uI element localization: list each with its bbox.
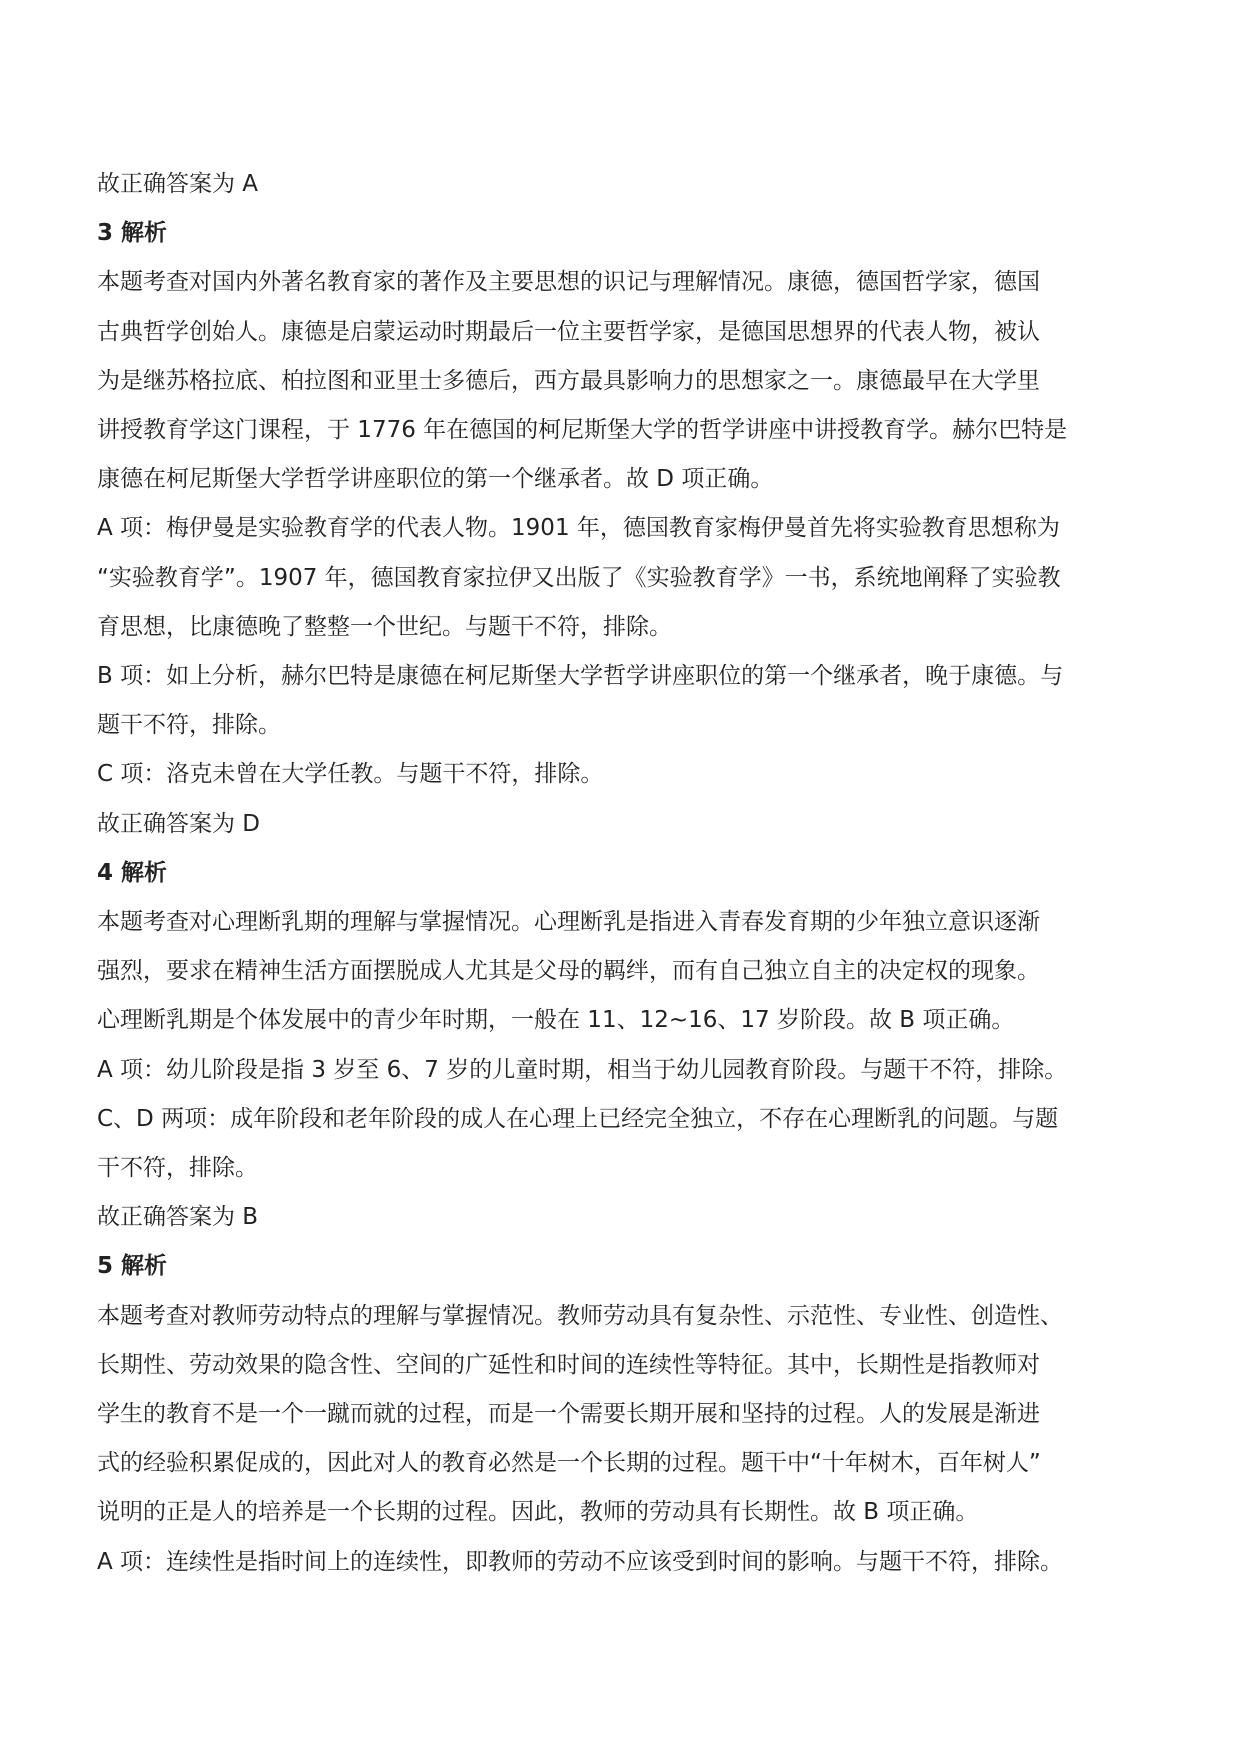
option-analysis-line: 育思想，比康德晚了整整一个世纪。与题干不符，排除。	[97, 613, 672, 640]
paragraph-line: 本题考查对国内外著名教育家的著作及主要思想的识记与理解情况。康德，德国哲学家，德国	[97, 269, 1040, 296]
option-analysis-line: A 项：幼儿阶段是指 3 岁至 6、7 岁的儿童时期，相当于幼儿园教育阶段。与题干不符，排除。	[97, 1056, 1068, 1083]
answer-line: 故正确答案为 A	[97, 171, 259, 197]
answer-line: 故正确答案为 D	[97, 810, 261, 837]
paragraph-line: 说明的正是人的培养是一个长期的过程。因此，教师的劳动具有长期性。故 B 项正确。	[97, 1499, 979, 1526]
option-analysis-line: “实验教育学”。1907 年，德国教育家拉伊又出版了《实验教育学》一书，系统地阐释了实验教	[97, 564, 1061, 591]
paragraph-line: 强烈，要求在精神生活方面摆脱成人尤其是父母的羁绊，而有自己独立自主的决定权的现象。	[97, 958, 1040, 985]
option-analysis-line: 题干不符，排除。	[97, 712, 281, 739]
option-analysis-line: B 项：如上分析，赫尔巴特是康德在柯尼斯堡大学哲学讲座职位的第一个继承者，晚于康德。与	[97, 663, 1064, 690]
paragraph-line: 心理断乳期是个体发展中的青少年时期，一般在 11、12~16、17 岁阶段。故 B 项正确。	[97, 1007, 1015, 1034]
document-page	[97, 160, 1157, 1587]
paragraph-line: 本题考查对心理断乳期的理解与掌握情况。心理断乳是指进入青春发育期的少年独立意识逐渐	[97, 909, 1040, 936]
option-analysis-line: C、D 两项：成年阶段和老年阶段的成人在心理上已经完全独立，不存在心理断乳的问题。与题	[97, 1105, 1059, 1132]
paragraph-line: 长期性、劳动效果的隐含性、空间的广延性和时间的连续性等特征。其中，长期性是指教师对	[97, 1351, 1040, 1378]
paragraph-line: 康德在柯尼斯堡大学哲学讲座职位的第一个继承者。故 D 项正确。	[97, 466, 774, 493]
paragraph-line: 式的经验积累促成的，因此对人的教育必然是一个长期的过程。题干中“十年树木，百年树人”	[97, 1450, 1041, 1477]
option-analysis-line: 干不符，排除。	[97, 1155, 258, 1182]
paragraph-line: 为是继苏格拉底、柏拉图和亚里士多德后，西方最具影响力的思想家之一。康德最早在大学里	[97, 367, 1040, 394]
section-heading-5: 5 解析	[97, 1253, 168, 1280]
option-analysis-line: A 项：连续性是指时间上的连续性，即教师的劳动不应该受到时间的影响。与题干不符，排除。	[97, 1548, 1064, 1575]
section-heading-4: 4 解析	[97, 859, 168, 886]
paragraph-line: 本题考查对教师劳动特点的理解与掌握情况。教师劳动具有复杂性、示范性、专业性、创造性、	[97, 1302, 1063, 1329]
paragraph-line: 学生的教育不是一个一蹴而就的过程，而是一个需要长期开展和坚持的过程。人的发展是渐进	[97, 1401, 1040, 1428]
option-analysis-line: C 项：洛克未曾在大学任教。与题干不符，排除。	[97, 761, 604, 788]
paragraph-line: 讲授教育学这门课程，于 1776 年在德国的柯尼斯堡大学的哲学讲座中讲授教育学。赫尔巴特是	[97, 417, 1068, 444]
paragraph-line: 古典哲学创始人。康德是启蒙运动时期最后一位主要哲学家，是德国思想界的代表人物，被认	[97, 318, 1040, 345]
section-heading-3: 3 解析	[97, 220, 168, 247]
answer-line: 故正确答案为 B	[97, 1204, 259, 1231]
option-analysis-line: A 项：梅伊曼是实验教育学的代表人物。1901 年，德国教育家梅伊曼首先将实验教育思想称为	[97, 515, 1060, 542]
